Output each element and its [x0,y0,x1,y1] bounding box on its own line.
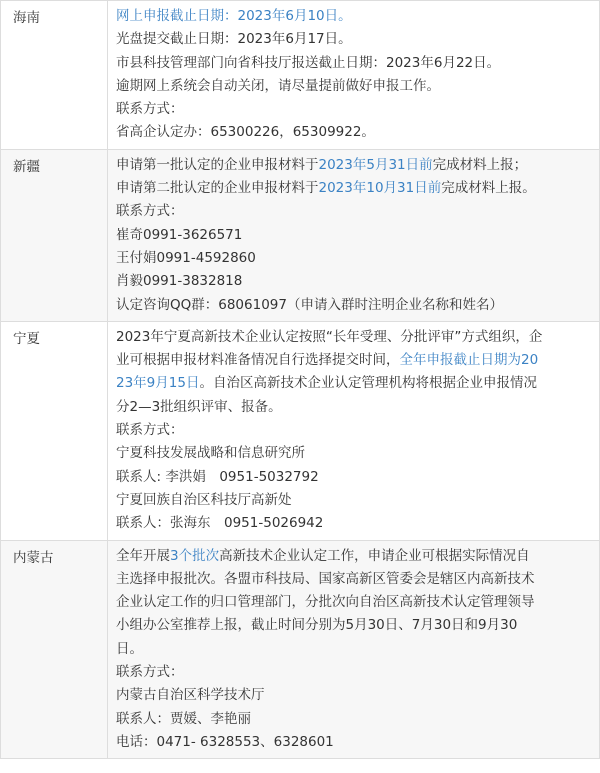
text-segment: 。自治区高新技术企业认定管理机构将根据企业申报情况 [199,375,537,392]
content-line [116,5,591,28]
content-line [116,545,591,568]
text-segment: 逾期网上系统会自动关闭，请尽量提前做好申报工作。 [116,77,440,94]
content-line [116,591,591,614]
table-row [1,149,600,321]
content-line [116,154,591,177]
text-segment: 全年开展 [116,547,170,564]
content-line [116,512,591,535]
content-line [116,200,591,223]
text-segment: 联系人: 李洪娟 0951-5032792 [116,468,319,485]
content-line [116,52,591,75]
text-segment: 联系人：贾媛、李艳丽 [116,710,251,727]
text-segment: 高新技术企业认定工作，申请企业可根据实际情况自 [219,547,530,564]
content-line [116,349,591,372]
text-segment: 完成材料上报； [432,156,528,173]
content-line [116,294,591,317]
text-segment: 分2—3批组织评审、报备。 [116,398,282,415]
highlighted-text: 3个批次 [170,547,220,564]
table-row [1,321,600,540]
content-line [116,177,591,200]
text-segment: 联系方式： [116,101,184,118]
text-segment: 王付娟0991-4592860 [116,249,256,266]
table-row [1,540,600,759]
content-line [116,75,591,98]
content-line [116,466,591,489]
highlighted-text: 2023年5月31日前 [318,156,433,173]
text-segment: 企业认定工作的归口管理部门，分批次向自治区高新技术认定管理领导 [116,594,535,611]
content-line [116,638,591,661]
content-line [116,442,591,465]
text-segment: 宁夏回族自治区科技厅高新处 [116,491,292,508]
highlighted-text: 2023年10月31日前 [318,180,442,197]
content-line [116,372,591,395]
content-line [116,270,591,293]
text-segment: 完成材料上报。 [441,180,536,197]
content-line [116,28,591,51]
content-line [116,396,591,419]
region-cell: 新疆 [1,149,108,321]
region-cell: 内蒙古 [1,540,108,759]
text-segment: 小组办公室推荐上报，截止时间分别为5月30日、7月30日和9月30 [116,617,518,634]
content-line [116,684,591,707]
text-segment: 认定咨询QQ群：68061097（申请入群时注明企业名称和姓名） [116,296,503,313]
content-cell [108,1,600,150]
content-line [116,419,591,442]
text-segment: 光盘提交截止日期：2023年6月17日。 [116,31,352,48]
content-cell [108,149,600,321]
content-line [116,731,591,754]
text-segment: 市县科技管理部门向省科技厅报送截止日期：2023年6月22日。 [116,54,501,71]
highlighted-text: 23年9月15日 [116,375,200,392]
text-segment: 2023年宁夏高新技术企业认定按照“长年受理、分批评审”方式组织，企 [116,328,543,345]
content-line [116,568,591,591]
content-line [116,98,591,121]
region-cell: 宁夏 [1,321,108,540]
highlighted-text: 全年申报截止日期为20 [399,352,539,369]
content-line [116,224,591,247]
text-segment: 申请第二批认定的企业申报材料于 [116,180,319,197]
text-segment: 宁夏科技发展战略和信息研究所 [116,445,305,462]
highlighted-text: 网上申报截止日期：2023年6月10日。 [116,8,352,24]
text-segment: 省高企认定办：65300226，65309922。 [116,124,375,141]
text-segment: 业可根据申报材料准备情况自行选择提交时间， [116,352,400,369]
text-segment: 申请第一批认定的企业申报材料于 [116,156,319,173]
text-segment: 内蒙古自治区科学技术厅 [116,687,265,704]
text-segment: 电话：0471- 6328553、6328601 [116,733,334,750]
region-cell: 海南 [1,1,108,150]
content-cell [108,540,600,759]
content-line [116,708,591,731]
content-line [116,247,591,270]
content-line [116,326,591,349]
content-line [116,489,591,512]
text-segment: 联系方式： [116,422,184,439]
content-line [116,121,591,144]
text-segment: 联系人：张海东 0951-5026942 [116,515,324,532]
table-row [1,1,600,150]
text-segment: 崔奇0991-3626571 [116,226,243,243]
text-segment: 主选择申报批次。各盟市科技局、国家高新区管委会是辖区内高新技术 [116,570,535,587]
text-segment: 联系方式： [116,664,184,681]
text-segment: 日。 [116,640,143,657]
table-body [1,1,600,759]
content-line [116,614,591,637]
content-line [116,661,591,684]
content-cell [108,321,600,540]
text-segment: 肖毅0991-3832818 [116,273,243,290]
text-segment: 联系方式： [116,203,184,220]
